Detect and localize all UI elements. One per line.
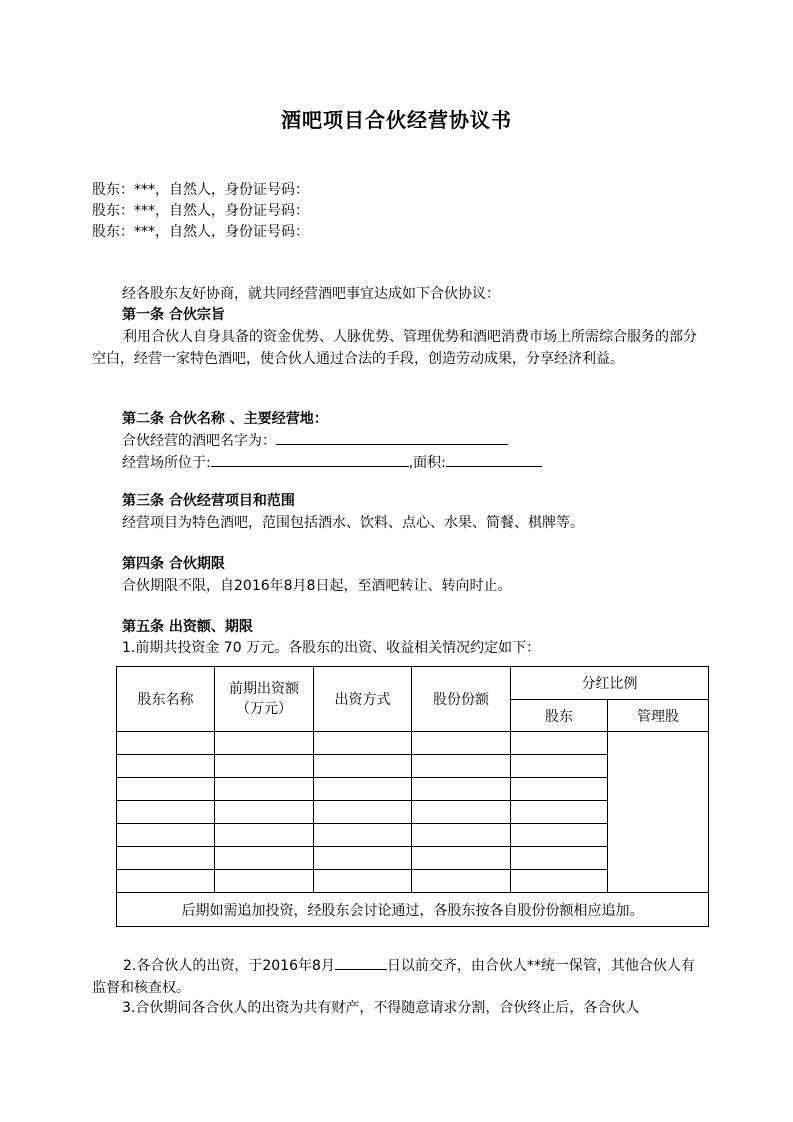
table-cell[interactable] xyxy=(511,801,608,824)
table-cell[interactable] xyxy=(314,778,412,801)
article-1-body: 利用合伙人自身具备的资金优势、人脉优势、管理优势和酒吧消费市场上所需综合服务的部分空白，经营一家特色酒吧，使合伙人通过合法的手段，创造劳动成果，分享经济利益。 xyxy=(92,329,697,367)
table-cell[interactable] xyxy=(117,732,215,755)
col-header-dividend-management: 管理股 xyxy=(608,700,709,732)
article-4-heading: 第四条 合伙期限 xyxy=(122,556,225,572)
management-share-cell[interactable] xyxy=(608,732,709,893)
table-cell[interactable] xyxy=(314,824,412,847)
location-label: 经营场所位于: xyxy=(122,455,211,471)
article-4-body: 合伙期限不限，自2016年8月8日起，至酒吧转让、转向时止。 xyxy=(122,578,512,594)
article-5-item-2 xyxy=(92,955,708,999)
bar-name-label: 合伙经营的酒吧名字为： xyxy=(122,433,276,449)
table-header-row xyxy=(117,667,709,700)
article-5-item-1: 1.前期共投资金 70 万元。各股东的出资、收益相关情况约定如下： xyxy=(122,640,541,656)
table-cell[interactable] xyxy=(117,847,215,870)
shareholder-line-2: 股东：***，自然人，身份证号码： xyxy=(92,203,309,219)
table-cell[interactable] xyxy=(412,801,511,824)
document-title: 酒吧项目合伙经营协议书 xyxy=(281,108,512,132)
area-label: ,面积: xyxy=(408,455,446,471)
table-cell[interactable] xyxy=(215,755,314,778)
table-cell[interactable] xyxy=(117,870,215,893)
table-cell[interactable] xyxy=(511,870,608,893)
table-cell[interactable] xyxy=(117,755,215,778)
table-cell[interactable] xyxy=(412,870,511,893)
col-header-dividend: 分红比例 xyxy=(511,667,709,700)
table-cell[interactable] xyxy=(511,824,608,847)
table-cell[interactable] xyxy=(511,847,608,870)
article-5-item-3: 3.合伙期间各合伙人的出资为共有财产，不得随意请求分割，合伙终止后，各合伙人 xyxy=(122,1000,640,1016)
table-cell[interactable] xyxy=(314,801,412,824)
area-blank[interactable] xyxy=(446,452,542,467)
table-cell[interactable] xyxy=(412,755,511,778)
table-footer-note: 后期如需追加投资，经股东会讨论通过，各股东按各自股份份额相应追加。 xyxy=(117,893,709,927)
intro-text: 经各股东友好协商，就共同经营酒吧事宜达成如下合伙协议： xyxy=(122,286,500,302)
col-header-shares: 股份份额 xyxy=(412,667,511,732)
table-cell[interactable] xyxy=(511,755,608,778)
table-cell[interactable] xyxy=(511,778,608,801)
table-cell[interactable] xyxy=(215,847,314,870)
item-2-text-a: 2.各合伙人的出资，于2016年8月 xyxy=(123,958,335,974)
table-cell[interactable] xyxy=(215,732,314,755)
table-cell[interactable] xyxy=(314,732,412,755)
table-cell[interactable] xyxy=(117,824,215,847)
location-line xyxy=(122,452,542,473)
table-cell[interactable] xyxy=(215,824,314,847)
table-cell[interactable] xyxy=(412,847,511,870)
article-3-body: 经营项目为特色酒吧，范围包括酒水、饮料、点心、水果、简餐、棋牌等。 xyxy=(122,515,584,531)
table-cell[interactable] xyxy=(215,870,314,893)
table-cell[interactable] xyxy=(117,801,215,824)
table-cell[interactable] xyxy=(412,824,511,847)
shareholder-line-1: 股东：***，自然人，身份证号码： xyxy=(92,182,309,198)
col-header-amount: 前期出资额（万元） xyxy=(215,667,314,732)
table-footer-row xyxy=(117,893,709,927)
table-cell[interactable] xyxy=(412,778,511,801)
table-cell[interactable] xyxy=(215,801,314,824)
table-cell[interactable] xyxy=(314,847,412,870)
article-1-heading: 第一条 合伙宗旨 xyxy=(122,307,225,323)
article-5-heading: 第五条 出资额、期限 xyxy=(122,619,253,635)
bar-name-line xyxy=(122,430,508,451)
table-row xyxy=(117,732,709,755)
col-header-method: 出资方式 xyxy=(314,667,412,732)
col-header-name: 股东名称 xyxy=(117,667,215,732)
item-2-text-b: 日以前交齐，由合伙人**统一保管，其他合伙人有监督和核查权。 xyxy=(92,958,695,996)
shareholder-table xyxy=(116,666,709,927)
article-3-heading: 第三条 合伙经营项目和范围 xyxy=(122,493,295,509)
col-header-dividend-shareholder: 股东 xyxy=(511,700,608,732)
table-cell[interactable] xyxy=(511,732,608,755)
table-cell[interactable] xyxy=(117,778,215,801)
deadline-day-blank[interactable] xyxy=(335,955,387,970)
shareholder-line-3: 股东：***，自然人，身份证号码： xyxy=(92,224,309,240)
table-cell[interactable] xyxy=(215,778,314,801)
article-2-heading: 第二条 合伙名称 、主要经营地： xyxy=(122,411,328,427)
location-blank[interactable] xyxy=(211,452,409,467)
table-cell[interactable] xyxy=(314,755,412,778)
bar-name-blank[interactable] xyxy=(276,430,508,445)
table-cell[interactable] xyxy=(314,870,412,893)
table-cell[interactable] xyxy=(412,732,511,755)
